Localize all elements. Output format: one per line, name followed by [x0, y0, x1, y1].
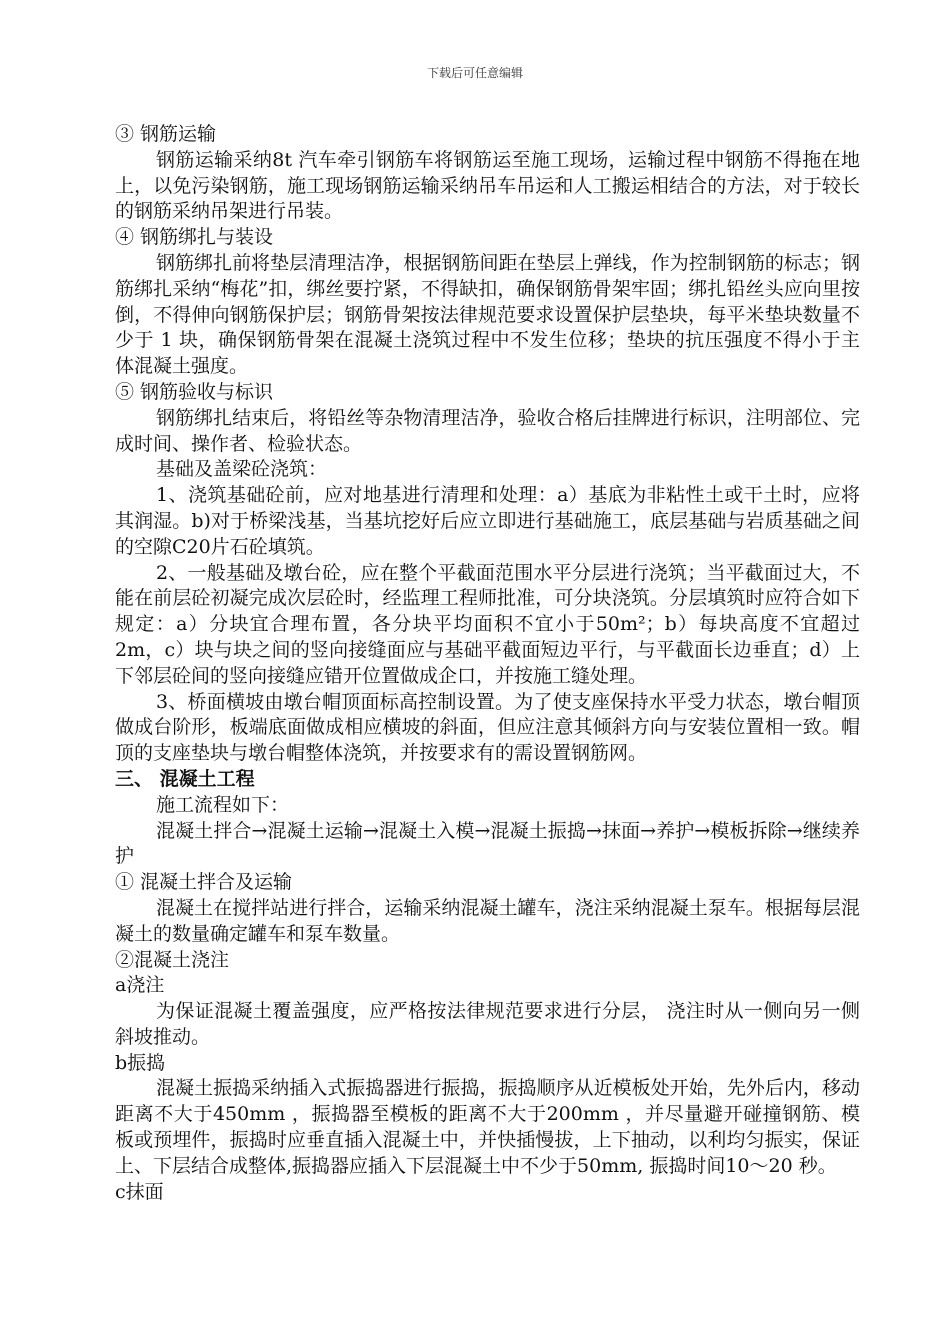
- paragraph: 钢筋运输采纳8t 汽车牵引钢筋车将钢筋运至施工现场，运输过程中钢筋不得拖在地上，以免污染钢筋，施工现场钢筋运输采纳吊车吊运和人工搬运相结合的方法，对于较长的钢筋采纳吊架进行吊装。: [115, 148, 860, 223]
- document-body: [115, 122, 860, 1205]
- paragraph: 混凝土振捣采纳插入式振捣器进行振捣，振捣顺序从近模板处开始，先外后内，移动距离不大于450mm ，振捣器至模板的距离不大于200mm ，并尽量避开碰撞钢筋、模板或预埋件，振捣时应垂直插入混凝土中，并快插慢拔，上下抽动，以利均匀振实，保证上、下层结合成整体,振捣器应插入下层混凝土中不少于50mm, 振捣时间10～20 秒。: [115, 1077, 860, 1177]
- paragraph: 混凝土在搅拌站进行拌合，运输采纳混凝土罐车，浇注采纳混凝土泵车。根据每层混凝土的数量确定罐车和泵车数量。: [115, 896, 860, 945]
- subsection-heading: a浇注: [115, 974, 165, 997]
- subsection-heading: c抹面: [115, 1180, 164, 1203]
- paragraph: 2、一般基础及墩台砼，应在整个平截面范围水平分层进行浇筑；当平截面过大，不能在前层砼初凝完成次层砼时，经监理工程师批准，可分块浇筑。分层填筑时应符合如下规定：a）分块宜合理布置，各分块平均面积不宜小于50m²；b）每块高度不宜超过2m，c）块与块之间的竖向接缝面应与基础平截面短边平行，与平截面长边垂直；d）上下邻层砼间的竖向接缝应错开位置做成企口，并按施工缝处理。: [115, 561, 860, 687]
- subsection-heading: ③ 钢筋运输: [115, 123, 217, 145]
- paragraph: 为保证混凝土覆盖强度，应严格按法律规范要求进行分层， 浇注时从一侧向另一侧斜坡推动。: [115, 1000, 860, 1048]
- paragraph: 施工流程如下：: [156, 793, 290, 816]
- paragraph: 混凝土拌合→混凝土运输→混凝土入模→混凝土振捣→抹面→养护→模板拆除→继续养护: [115, 819, 860, 868]
- paragraph: 钢筋绑扎前将垫层清理洁净，根据钢筋间距在垫层上弹线，作为控制钢筋的标志；钢筋绑扎采纳“梅花”扣，绑丝要拧紧，不得缺扣，确保钢筋骨架牢固；绑扎铅丝头应向里按倒，不得伸向钢筋保护层；钢筋骨架按法律规范要求设置保护层垫块，每平米垫块数量不少于 1 块，确保钢筋骨架在混凝土浇筑过程中不发生位移；垫块的抗压强度不得小于主体混凝土强度。: [115, 251, 860, 378]
- paragraph: 基础及盖梁砼浇筑：: [156, 458, 328, 481]
- subsection-heading: ④ 钢筋绑扎与装设: [115, 226, 274, 249]
- section-heading: 三、 混凝土工程: [115, 767, 255, 790]
- paragraph: 1、浇筑基础砼前，应对地基进行清理和处理：a）基底为非粘性土或干土时，应将其润湿。b)对于桥梁浅基，当基坑挖好后应立即进行基础施工，底层基础与岩质基础之间的空隙C20片石砼填筑。: [115, 484, 860, 558]
- subsection-heading: ②混凝土浇注: [115, 948, 230, 971]
- subsection-heading: ① 混凝土拌合及运输: [115, 871, 293, 894]
- page-header: 下载后可任意编辑: [426, 66, 523, 80]
- subsection-heading: b振捣: [115, 1051, 166, 1074]
- paragraph: 钢筋绑扎结束后，将铅丝等杂物清理洁净，验收合格后挂牌进行标识，注明部位、完成时间、操作者、检验状态。: [115, 406, 860, 455]
- subsection-heading: ⑤ 钢筋验收与标识: [115, 380, 274, 403]
- paragraph: 3、桥面横坡由墩台帽顶面标高控制设置。为了使支座保持水平受力状态，墩台帽顶做成台阶形，板端底面做成相应横坡的斜面，但应注意其倾斜方向与安装位置相一致。帽顶的支座垫块与墩台帽整体浇筑，并按要求有的需设置钢筋网。: [115, 690, 860, 765]
